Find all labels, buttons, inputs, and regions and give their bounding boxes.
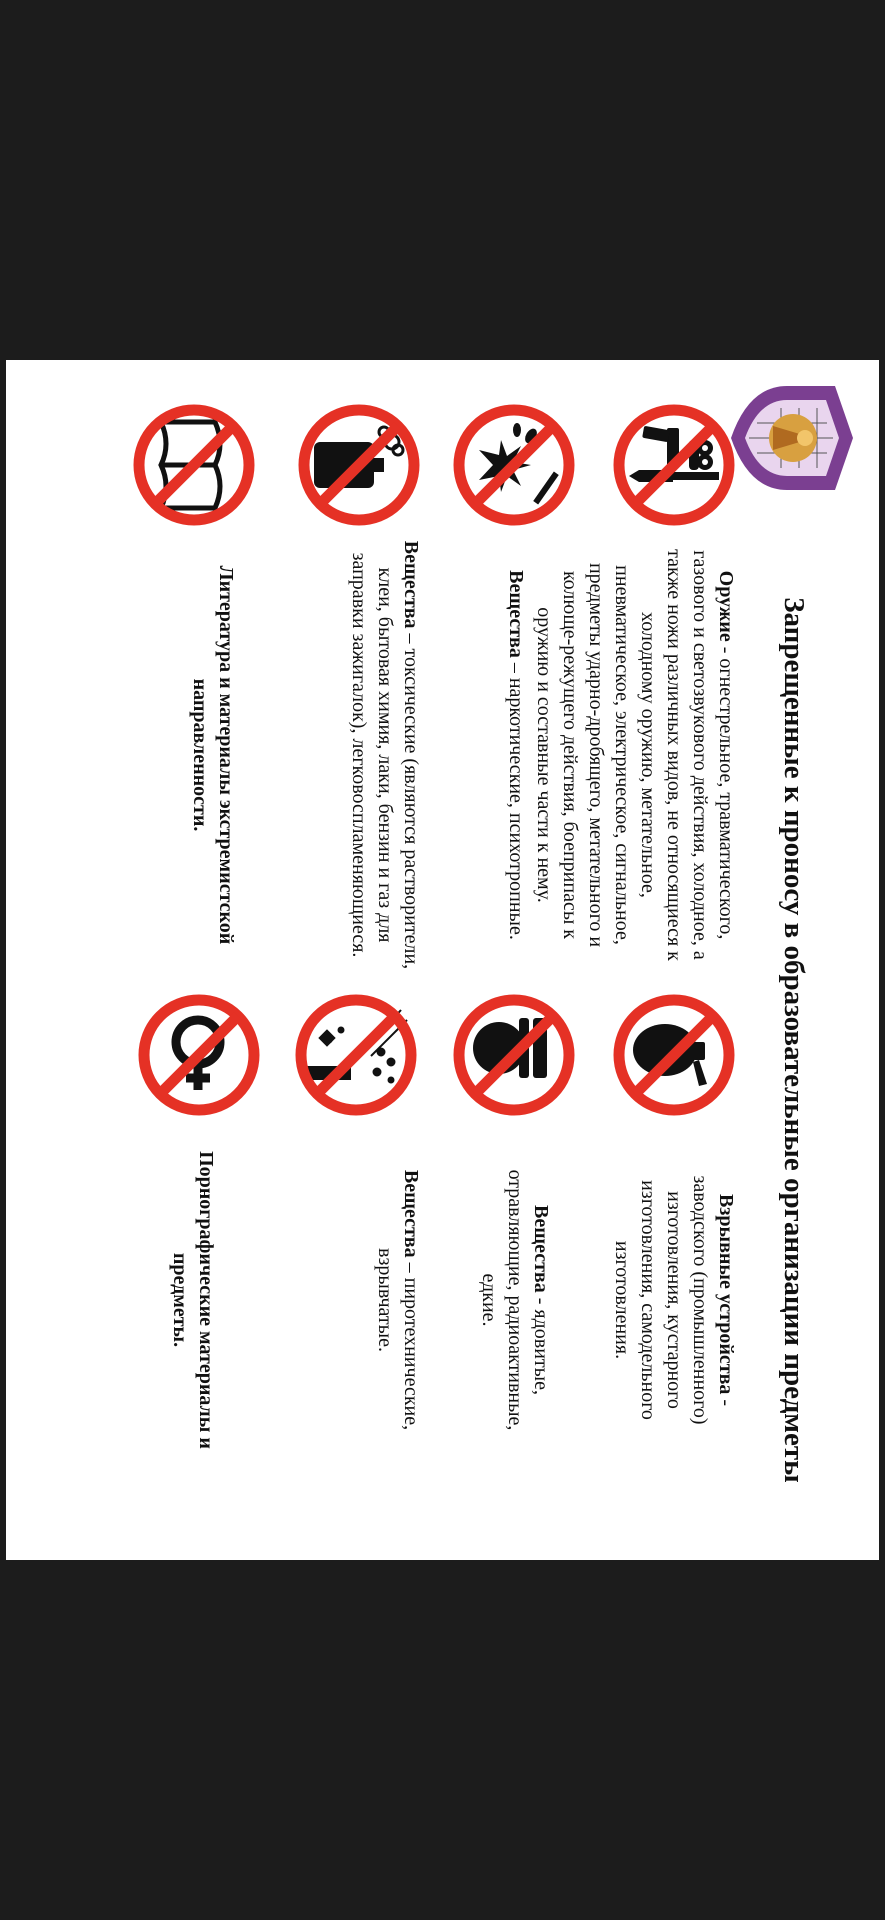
association-logo xyxy=(722,378,857,498)
weapons-description: Оружие - огнестрельное, травматического, газового и светозвукового действия, холодное, а также ножи различных видов, не относящиеся к холодному оружию, метательное, пневматическое, электрическое, сигнальное, предметы ударно-дробящего, метательного и колюще-режущего действия, боеприпасы к оружию и составные части к нему. xyxy=(533,549,737,961)
drugs-description: Вещества – наркотические, психотропные. xyxy=(505,570,527,940)
explosive-devices-description: Взрывные устройства - заводского (промышленного) изготовления, кустарного изготовления, самодельного изготовления. xyxy=(611,1175,737,1425)
drugs-icon xyxy=(444,400,579,530)
extremist-literature-description: Литература и материалы экстремистской направленности. xyxy=(189,565,237,945)
pyrotechnic-description: Вещества – пиротехнические, взрывчатые. xyxy=(374,1169,422,1431)
gender-symbol-icon xyxy=(129,990,264,1120)
grenade-icon xyxy=(604,990,739,1120)
poster-sheet xyxy=(6,360,879,1560)
poison-icon xyxy=(444,990,579,1120)
fireworks-icon xyxy=(286,990,421,1120)
document-page xyxy=(6,360,879,1560)
aerosol-icon xyxy=(289,400,424,530)
page-title: Запрещенные к проносу в образовательные организации предметы xyxy=(778,597,810,1483)
book-icon xyxy=(124,400,259,530)
pornographic-materials-description: Порнографические материалы и предметы. xyxy=(169,1151,217,1449)
poisonous-substances-description: Вещества - ядовитые, отравляющие, радиоактивные, едкие. xyxy=(478,1169,552,1431)
weapons-icon xyxy=(604,400,739,530)
toxic-description: Вещества – токсические (являются растворители, клеи, бытовая химия, лаки, бензин и газ для заправки зажигалок), легковоспламеняющиеся. xyxy=(348,540,422,970)
